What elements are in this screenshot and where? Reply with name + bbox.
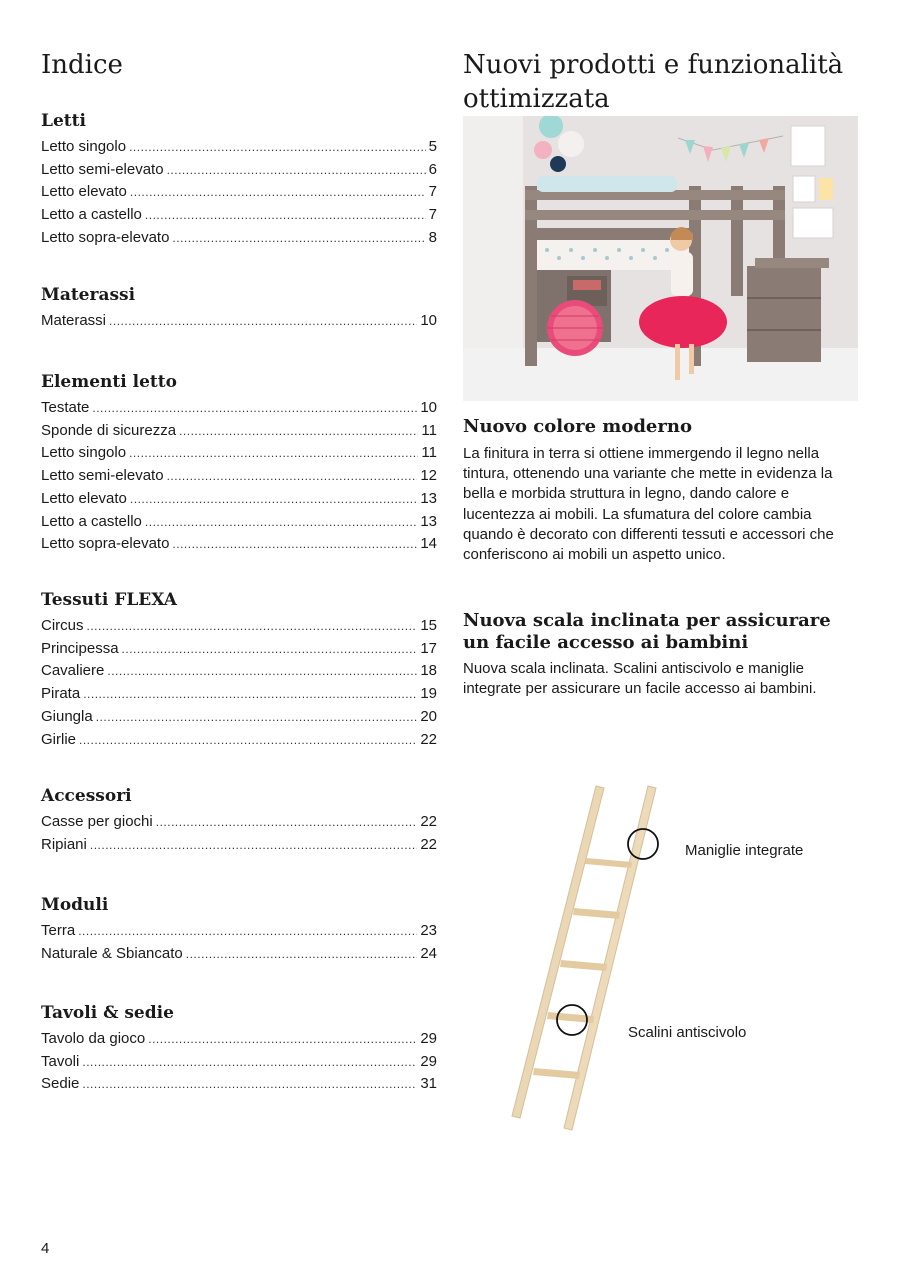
- ladder-section: [463, 610, 859, 699]
- toc-entry[interactable]: [41, 181, 437, 204]
- dot-leader: [130, 182, 426, 204]
- toc-entry-label: Casse per giochi: [41, 813, 153, 830]
- toc-entry[interactable]: [41, 834, 437, 857]
- dot-leader: [107, 661, 417, 683]
- toc-entry-page: 23: [420, 922, 437, 939]
- dot-leader: [172, 534, 417, 556]
- toc-entry-label: Letto a castello: [41, 512, 142, 530]
- ladder-section-body: Nuova scala inclinata. Scalini antiscivolo e maniglie integrate per assicurare un facile accesso ai bambini.: [463, 660, 817, 698]
- toc-entry-page: 14: [420, 535, 437, 553]
- toc-entry-page: 22: [420, 835, 437, 853]
- toc-section-elementi-letto: [41, 371, 437, 556]
- toc-entry[interactable]: [41, 488, 437, 511]
- toc-entry[interactable]: [41, 159, 437, 182]
- toc-entry-page: 11: [421, 421, 437, 439]
- ladder-left-rail: [512, 786, 604, 1118]
- toc-entry[interactable]: [41, 1051, 437, 1074]
- toc-entry-label: Testate: [41, 399, 90, 416]
- table-of-contents: [41, 48, 437, 1093]
- toc-entry[interactable]: [41, 533, 437, 556]
- toc-entry-label: Cavaliere: [41, 662, 105, 680]
- dot-leader: [172, 228, 425, 250]
- toc-entry-page: 13: [420, 489, 437, 507]
- toc-entry[interactable]: [41, 310, 437, 333]
- toc-entry-page: 5: [428, 138, 437, 155]
- ladder-rung: [560, 960, 607, 971]
- toc-entry[interactable]: [41, 615, 437, 638]
- dot-leader: [129, 443, 418, 465]
- dot-leader: [167, 160, 426, 182]
- toc-entry[interactable]: [41, 683, 437, 706]
- toc-entry-label: Letto elevato: [41, 489, 127, 507]
- toc-section-moduli: [41, 894, 437, 965]
- dot-leader: [109, 311, 417, 333]
- toc-entry[interactable]: [41, 136, 437, 159]
- toc-entry[interactable]: [41, 811, 437, 834]
- toc-entry-label: Tavolo da gioco: [41, 1030, 146, 1047]
- toc-section-title: Moduli: [41, 895, 109, 915]
- ladder-rung: [533, 1068, 580, 1079]
- handles-callout-label: Maniglie integrate: [685, 842, 804, 859]
- dot-leader: [79, 730, 417, 752]
- ladder-rung: [573, 908, 620, 919]
- toc-entry-page: 15: [420, 617, 437, 634]
- toc-entry-label: Circus: [41, 617, 84, 634]
- toc-entry-label: Girlie: [41, 730, 77, 748]
- dot-leader: [87, 616, 418, 638]
- toc-entry-label: Letto semi-elevato: [41, 160, 164, 178]
- toc-entry-label: Letto sopra-elevato: [41, 228, 170, 246]
- toc-section-materassi: [41, 284, 437, 333]
- toc-entry[interactable]: [41, 706, 437, 729]
- toc-entry[interactable]: [41, 1028, 437, 1051]
- dot-leader: [145, 512, 417, 534]
- new-products-column: [463, 48, 859, 116]
- toc-entry-page: 29: [420, 1030, 437, 1047]
- dot-leader: [130, 489, 417, 511]
- dot-leader: [78, 921, 417, 943]
- toc-entry-label: Letto a castello: [41, 206, 142, 224]
- dot-leader: [122, 639, 418, 661]
- ladder-illustration: [500, 780, 680, 1140]
- toc-entry[interactable]: [41, 227, 437, 250]
- toc-entry[interactable]: [41, 204, 437, 227]
- toc-entry-page: 31: [420, 1075, 437, 1093]
- toc-entry-page: 19: [420, 685, 437, 703]
- dot-leader: [156, 812, 418, 834]
- dot-leader: [145, 205, 426, 227]
- page-number: 4: [41, 1240, 50, 1257]
- toc-entry-label: Letto semi-elevato: [41, 467, 164, 485]
- toc-entry-page: 10: [420, 399, 437, 416]
- dot-leader: [90, 835, 417, 857]
- dot-leader: [82, 1052, 417, 1074]
- toc-entry-page: 8: [428, 228, 437, 246]
- toc-entry[interactable]: [41, 943, 437, 966]
- toc-entry-label: Ripiani: [41, 835, 87, 853]
- toc-entry-page: 6: [428, 160, 437, 178]
- ladder-rung: [585, 858, 632, 868]
- toc-section-title: Materassi: [41, 285, 136, 305]
- toc-entry-page: 18: [420, 662, 437, 680]
- toc-entry-label: Pirata: [41, 685, 81, 703]
- dot-leader: [179, 421, 418, 443]
- toc-entry-label: Letto singolo: [41, 444, 127, 462]
- ladder-section-heading: Nuova scala inclinata per assicurare un facile accesso ai bambini: [463, 610, 831, 653]
- dot-leader: [96, 707, 418, 729]
- toc-entry[interactable]: [41, 1073, 437, 1096]
- toc-section-title: Letti: [41, 111, 86, 131]
- toc-entry[interactable]: [41, 465, 437, 488]
- toc-entry-page: 17: [420, 639, 437, 657]
- toc-section-title: Elementi letto: [41, 372, 177, 392]
- toc-entry-label: Sponde di sicurezza: [41, 421, 177, 439]
- toc-section-tessuti-flexa: [41, 589, 437, 751]
- toc-entry-page: 22: [420, 730, 437, 748]
- toc-entry[interactable]: [41, 920, 437, 943]
- toc-section-tavoli-sedie: [41, 1002, 437, 1096]
- toc-entry[interactable]: [41, 397, 437, 420]
- toc-entry[interactable]: [41, 511, 437, 534]
- toc-entry[interactable]: [41, 638, 437, 661]
- dot-leader: [83, 684, 417, 706]
- toc-entry-page: 10: [420, 312, 437, 329]
- toc-entry[interactable]: [41, 420, 437, 443]
- toc-entry-page: 7: [428, 206, 437, 224]
- toc-entry-label: Principessa: [41, 639, 119, 657]
- toc-entry-page: 13: [420, 512, 437, 530]
- toc-entry-page: 7: [428, 183, 437, 201]
- loft-bed-photo: [463, 116, 858, 401]
- dot-leader: [82, 1074, 417, 1096]
- toc-entry-page: 24: [420, 944, 437, 962]
- loft-bed-illustration: [463, 116, 858, 401]
- toc-entry-label: Letto sopra-elevato: [41, 535, 170, 553]
- toc-entry[interactable]: [41, 729, 437, 752]
- color-section-heading: Nuovo colore moderno: [463, 416, 692, 437]
- toc-section-title: Tessuti FLEXA: [41, 590, 177, 610]
- toc-entry-page: 11: [421, 444, 437, 462]
- toc-entry[interactable]: [41, 442, 437, 465]
- toc-section-title: Tavoli & sedie: [41, 1003, 174, 1023]
- toc-entry-label: Sedie: [41, 1075, 80, 1093]
- toc-entry-label: Tavoli: [41, 1052, 80, 1070]
- dot-leader: [148, 1029, 417, 1051]
- color-section: [463, 416, 859, 565]
- toc-title: Indice: [41, 50, 123, 80]
- steps-callout-label: Scalini antiscivolo: [628, 1024, 747, 1041]
- toc-section-title: Accessori: [41, 786, 132, 806]
- toc-entry-label: Materassi: [41, 312, 107, 329]
- toc-entry[interactable]: [41, 660, 437, 683]
- dot-leader: [167, 466, 418, 488]
- toc-entry-label: Naturale & Sbiancato: [41, 944, 183, 962]
- toc-entry-label: Giungla: [41, 707, 93, 725]
- toc-entry-page: 22: [420, 813, 437, 830]
- dot-leader: [92, 398, 417, 420]
- dot-leader: [129, 137, 426, 159]
- toc-entry-page: 20: [420, 707, 437, 725]
- toc-entry-label: Terra: [41, 922, 76, 939]
- toc-entry-label: Letto elevato: [41, 183, 127, 201]
- toc-entry-page: 12: [420, 467, 437, 485]
- dot-leader: [186, 944, 418, 966]
- toc-section-accessori: [41, 785, 437, 856]
- new-products-title: Nuovi prodotti e funzionalità ottimizzata: [463, 50, 844, 114]
- toc-section-letti: [41, 110, 437, 250]
- color-section-body: La finitura in terra si ottiene immergendo il legno nella tintura, ottenendo una variante che mette in evidenza la bella e morbida struttura in legno, dando calore e lucentezza ai mobili. La sfumatura del colore cambia quando è decorato con differenti tessuti e accessori che conferiscono ai mobili un aspetto unico.: [463, 445, 834, 564]
- toc-entry-page: 29: [420, 1052, 437, 1070]
- toc-entry-label: Letto singolo: [41, 138, 127, 155]
